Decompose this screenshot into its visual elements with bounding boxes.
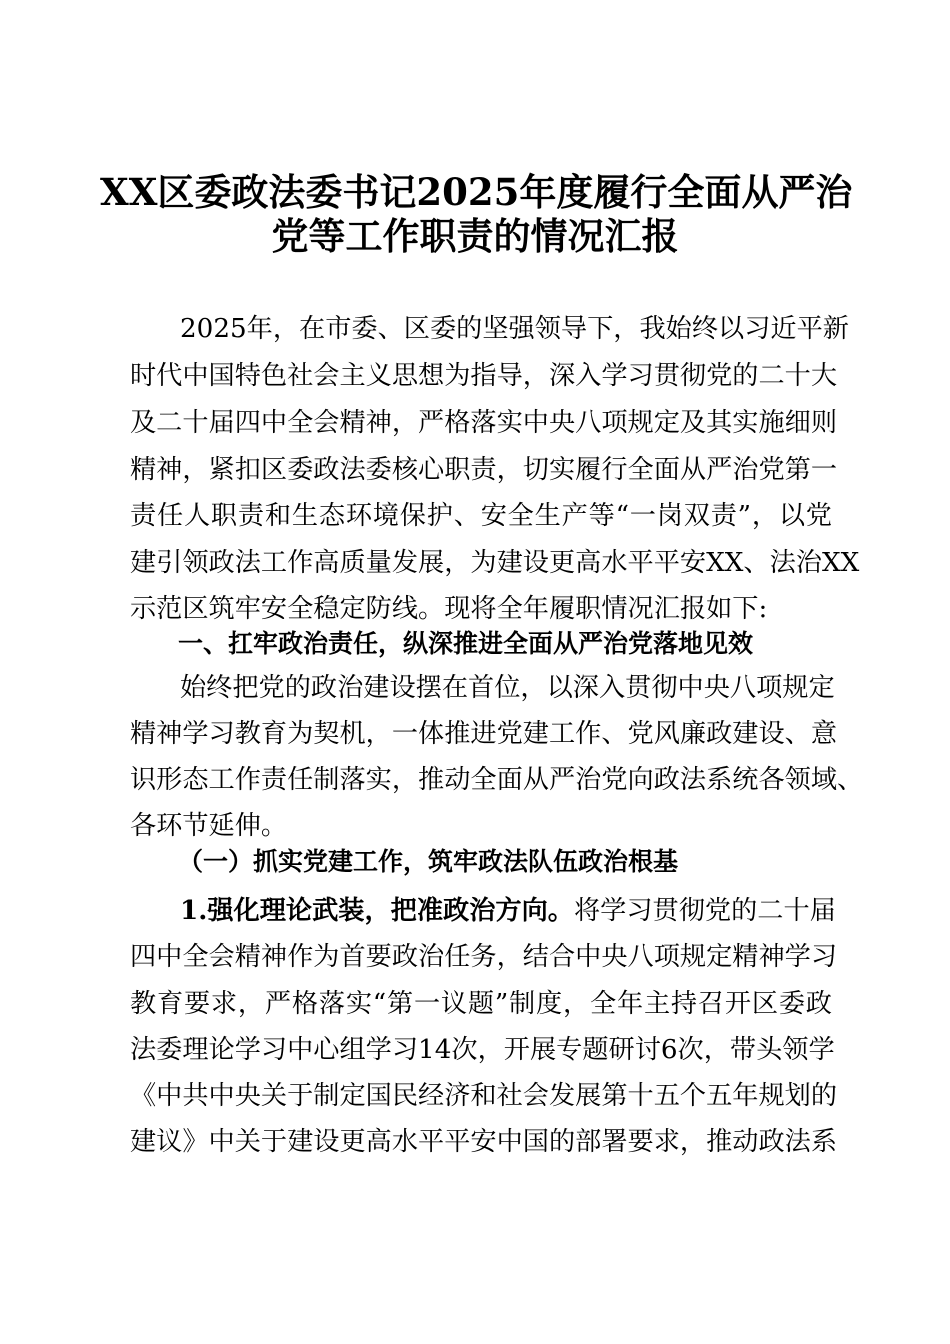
document-title-line-2: 党等工作职责的情况汇报 [271, 214, 679, 258]
item-1-line-5: 《中共中央关于制定国民经济和社会发展第十五个五年规划的 [130, 1081, 838, 1111]
item-1-line-3: 教育要求，严格落实“第一议题”制度，全年主持召开区委政 [130, 989, 832, 1019]
section-1-line-1: 始终把党的政治建设摆在首位，以深入贯彻中央八项规定 [180, 673, 835, 703]
section-1-line-4: 各环节延伸。 [130, 811, 288, 841]
section-1-heading: 一、扛牢政治责任，纵深推进全面从严治党落地见效 [178, 629, 754, 658]
item-1-line-4: 法委理论学习中心组学习14次，开展专题研讨6次，带头领学 [130, 1035, 835, 1065]
item-1-lead: 1.强化理论武装，把准政治方向。 [180, 895, 574, 926]
item-1-first-rest: 将学习贯彻党的二十届 [573, 896, 836, 926]
intro-line-2: 时代中国特色社会主义思想为指导，深入学习贯彻党的二十大 [130, 361, 838, 391]
intro-line-5: 责任人职责和生态环境保护、安全生产等“一岗双责”，以党 [130, 501, 832, 531]
document-title-line-1: XX区委政法委书记2025年度履行全面从严治 [100, 170, 853, 214]
section-1-line-2: 精神学习教育为契机，一体推进党建工作、党风廉政建设、意 [130, 719, 838, 749]
intro-line-7: 示范区筑牢安全稳定防线。现将全年履职情况汇报如下: [130, 594, 768, 624]
item-1-line-1 [180, 891, 836, 931]
intro-line-3: 及二十届四中全会精神，严格落实中央八项规定及其实施细则 [130, 408, 838, 438]
intro-line-4: 精神，紧扣区委政法委核心职责，切实履行全面从严治党第一 [130, 455, 838, 485]
section-1-line-3: 识形态工作责任制落实，推动全面从严治党向政法系统各领域、 [130, 765, 864, 795]
item-1-line-2: 四中全会精神作为首要政治任务，结合中央八项规定精神学习 [130, 942, 838, 972]
subsection-1-heading: （一）抓实党建工作，筑牢政法队伍政治根基 [178, 847, 679, 876]
item-1-line-6: 建议》中关于建设更高水平平安中国的部署要求，推动政法系 [130, 1127, 838, 1157]
intro-line-1: 2025年，在市委、区委的坚强领导下，我始终以习近平新 [180, 314, 849, 344]
intro-line-6: 建引领政法工作高质量发展，为建设更高水平平安XX、法治XX [130, 548, 860, 578]
